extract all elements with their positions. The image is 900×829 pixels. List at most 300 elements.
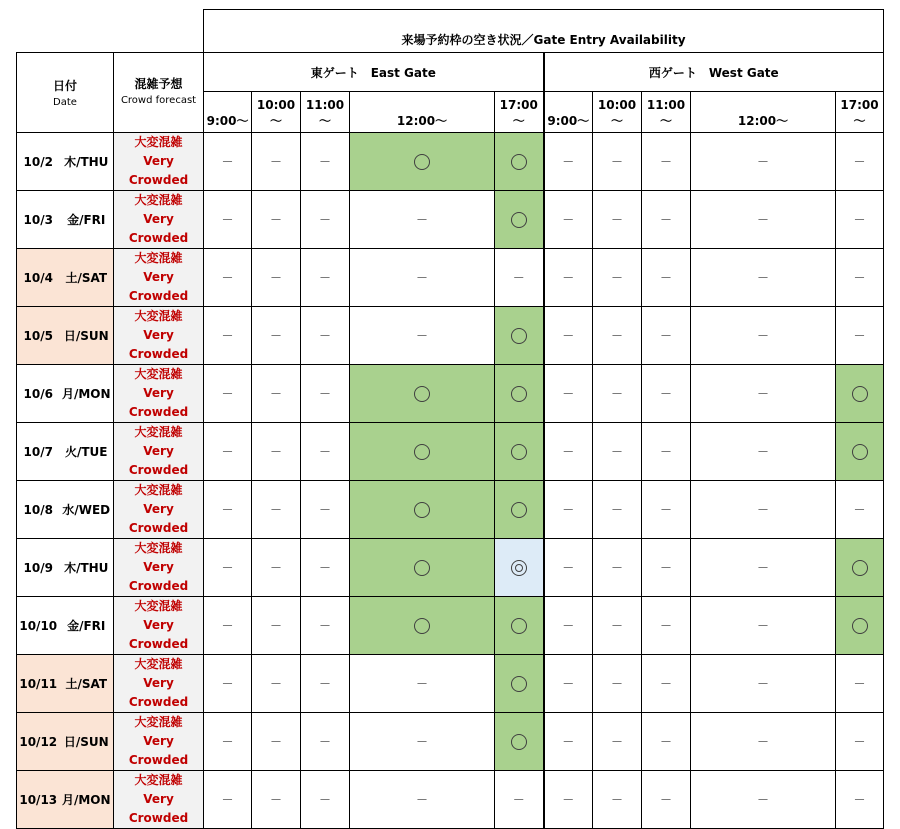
west-slot-cell — [593, 597, 642, 655]
west-slot-cell — [593, 133, 642, 191]
crowd-header-en: Crowd forecast — [120, 95, 197, 106]
east-slot-cell — [495, 481, 544, 539]
east-slot-cell — [350, 655, 495, 713]
unavailable-dash: － — [757, 329, 770, 343]
available-circle-icon — [852, 618, 868, 634]
east-slot-cell — [301, 133, 350, 191]
west-time-0900: 9:00～ — [544, 92, 593, 133]
west-slot-cell — [691, 423, 836, 481]
east-slot-cell — [204, 307, 252, 365]
unavailable-dash: － — [660, 619, 673, 633]
west-slot-cell — [544, 655, 593, 713]
table-row — [17, 539, 884, 597]
double-circle-icon — [511, 560, 527, 576]
west-slot-cell — [691, 481, 836, 539]
east-slot-cell — [350, 249, 495, 307]
date-cell: 10/6 — [17, 365, 60, 423]
available-circle-icon — [511, 734, 527, 750]
available-circle-icon — [511, 154, 527, 170]
east-slot-cell — [495, 539, 544, 597]
crowd-forecast-cell — [114, 539, 204, 597]
table-row — [17, 713, 884, 771]
east-slot-cell — [495, 365, 544, 423]
availability-table — [16, 9, 884, 829]
date-cell: 10/5 — [17, 307, 60, 365]
crowd-forecast-cell — [114, 191, 204, 249]
west-slot-cell — [691, 655, 836, 713]
table-row — [17, 249, 884, 307]
unavailable-dash: － — [757, 561, 770, 575]
available-circle-icon — [511, 444, 527, 460]
unavailable-dash: － — [270, 503, 283, 517]
crowd-label-ja: 大変混雑 — [134, 599, 183, 613]
west-time-1700: 17:00～ — [836, 92, 884, 133]
available-circle-icon — [414, 154, 430, 170]
west-slot-cell — [642, 249, 691, 307]
crowd-label-ja: 大変混雑 — [134, 541, 183, 555]
east-slot-cell — [204, 771, 252, 829]
unavailable-dash: － — [221, 619, 234, 633]
day-cell: 月/MON — [60, 365, 114, 423]
west-slot-cell — [544, 133, 593, 191]
west-slot-cell — [544, 191, 593, 249]
unavailable-dash: － — [660, 271, 673, 285]
table-title: 来場予約枠の空き状況／Gate Entry Availability — [204, 10, 884, 53]
unavailable-dash: － — [562, 213, 575, 227]
east-slot-cell — [495, 423, 544, 481]
crowd-label-en: Very Crowded — [128, 618, 189, 651]
west-slot-cell — [836, 307, 884, 365]
unavailable-dash: － — [221, 213, 234, 227]
unavailable-dash: － — [221, 503, 234, 517]
east-slot-cell — [204, 539, 252, 597]
unavailable-dash: － — [562, 619, 575, 633]
unavailable-dash: － — [562, 677, 575, 691]
east-slot-cell — [350, 133, 495, 191]
day-cell: 金/FRI — [60, 597, 114, 655]
east-slot-cell — [204, 249, 252, 307]
unavailable-dash: － — [853, 503, 866, 517]
unavailable-dash: － — [611, 735, 624, 749]
unavailable-dash: － — [221, 445, 234, 459]
crowd-label-en: Very Crowded — [128, 502, 189, 535]
east-slot-cell — [350, 771, 495, 829]
unavailable-dash: － — [757, 213, 770, 227]
day-cell: 土/SAT — [60, 249, 114, 307]
day-cell: 金/FRI — [60, 191, 114, 249]
unavailable-dash: － — [853, 677, 866, 691]
available-circle-icon — [511, 212, 527, 228]
date-cell: 10/2 — [17, 133, 60, 191]
west-slot-cell — [642, 307, 691, 365]
crowd-label-ja: 大変混雑 — [134, 483, 183, 497]
date-cell: 10/3 — [17, 191, 60, 249]
day-cell: 日/SUN — [60, 307, 114, 365]
crowd-label-en: Very Crowded — [128, 792, 189, 825]
east-slot-cell — [301, 539, 350, 597]
east-slot-cell — [301, 423, 350, 481]
east-slot-cell — [350, 307, 495, 365]
table-row — [17, 597, 884, 655]
west-slot-cell — [836, 481, 884, 539]
unavailable-dash: － — [757, 503, 770, 517]
east-slot-cell — [252, 481, 301, 539]
west-slot-cell — [836, 713, 884, 771]
unavailable-dash: － — [757, 793, 770, 807]
unavailable-dash: － — [416, 329, 429, 343]
east-slot-cell — [350, 539, 495, 597]
west-time-1000: 10:00～ — [593, 92, 642, 133]
west-slot-cell — [836, 655, 884, 713]
unavailable-dash: － — [611, 677, 624, 691]
unavailable-dash: － — [660, 735, 673, 749]
unavailable-dash: － — [512, 271, 525, 285]
west-slot-cell — [593, 423, 642, 481]
west-slot-cell — [642, 539, 691, 597]
east-time-1100: 11:00～ — [301, 92, 350, 133]
unavailable-dash: － — [221, 561, 234, 575]
table-row — [17, 133, 884, 191]
unavailable-dash: － — [319, 619, 332, 633]
table-row — [17, 481, 884, 539]
west-slot-cell — [544, 597, 593, 655]
east-slot-cell — [204, 713, 252, 771]
crowd-label-en: Very Crowded — [128, 444, 189, 477]
crowd-forecast-cell — [114, 307, 204, 365]
unavailable-dash: － — [853, 793, 866, 807]
unavailable-dash: － — [611, 619, 624, 633]
unavailable-dash: － — [757, 387, 770, 401]
east-slot-cell — [204, 423, 252, 481]
east-slot-cell — [204, 597, 252, 655]
available-circle-icon — [511, 676, 527, 692]
unavailable-dash: － — [416, 735, 429, 749]
west-slot-cell — [691, 365, 836, 423]
west-slot-cell — [836, 365, 884, 423]
west-slot-cell — [691, 597, 836, 655]
crowd-label-ja: 大変混雑 — [134, 135, 183, 149]
unavailable-dash: － — [512, 793, 525, 807]
unavailable-dash: － — [611, 213, 624, 227]
east-slot-cell — [301, 655, 350, 713]
east-slot-cell — [252, 713, 301, 771]
east-slot-cell — [495, 713, 544, 771]
west-slot-cell — [593, 307, 642, 365]
unavailable-dash: － — [562, 271, 575, 285]
crowd-forecast-cell — [114, 713, 204, 771]
unavailable-dash: － — [221, 271, 234, 285]
west-slot-cell — [691, 771, 836, 829]
west-slot-cell — [593, 655, 642, 713]
unavailable-dash: － — [270, 445, 283, 459]
crowd-label-ja: 大変混雑 — [134, 367, 183, 381]
crowd-forecast-cell — [114, 481, 204, 539]
west-slot-cell — [836, 191, 884, 249]
available-circle-icon — [511, 618, 527, 634]
available-circle-icon — [852, 444, 868, 460]
unavailable-dash: － — [757, 445, 770, 459]
date-cell: 10/4 — [17, 249, 60, 307]
unavailable-dash: － — [270, 619, 283, 633]
unavailable-dash: － — [270, 793, 283, 807]
unavailable-dash: － — [221, 329, 234, 343]
east-time-1700: 17:00～ — [495, 92, 544, 133]
unavailable-dash: － — [611, 271, 624, 285]
east-slot-cell — [301, 365, 350, 423]
unavailable-dash: － — [416, 213, 429, 227]
west-slot-cell — [642, 713, 691, 771]
unavailable-dash: － — [319, 793, 332, 807]
west-slot-cell — [544, 423, 593, 481]
table-row — [17, 423, 884, 481]
unavailable-dash: － — [270, 155, 283, 169]
crowd-label-en: Very Crowded — [128, 386, 189, 419]
east-slot-cell — [252, 307, 301, 365]
west-slot-cell — [593, 539, 642, 597]
unavailable-dash: － — [319, 735, 332, 749]
west-slot-cell — [836, 771, 884, 829]
east-slot-cell — [350, 481, 495, 539]
west-slot-cell — [642, 597, 691, 655]
unavailable-dash: － — [319, 387, 332, 401]
west-slot-cell — [593, 481, 642, 539]
east-slot-cell — [350, 191, 495, 249]
unavailable-dash: － — [660, 155, 673, 169]
crowd-label-ja: 大変混雑 — [134, 657, 183, 671]
available-circle-icon — [511, 328, 527, 344]
east-slot-cell — [495, 597, 544, 655]
west-slot-cell — [544, 713, 593, 771]
east-slot-cell — [350, 597, 495, 655]
east-slot-cell — [204, 133, 252, 191]
unavailable-dash: － — [221, 793, 234, 807]
unavailable-dash: － — [270, 561, 283, 575]
crowd-label-en: Very Crowded — [128, 212, 189, 245]
unavailable-dash: － — [611, 561, 624, 575]
crowd-forecast-cell — [114, 423, 204, 481]
west-slot-cell — [836, 597, 884, 655]
table-row — [17, 365, 884, 423]
table-row — [17, 771, 884, 829]
date-cell: 10/11 — [17, 655, 60, 713]
day-cell: 木/THU — [60, 539, 114, 597]
date-cell: 10/9 — [17, 539, 60, 597]
day-cell: 月/MON — [60, 771, 114, 829]
crowd-header — [114, 53, 204, 133]
crowd-label-ja: 大変混雑 — [134, 309, 183, 323]
crowd-forecast-cell — [114, 249, 204, 307]
east-slot-cell — [252, 597, 301, 655]
crowd-forecast-cell — [114, 655, 204, 713]
west-time-1200: 12:00～ — [691, 92, 836, 133]
west-slot-cell — [642, 655, 691, 713]
table-row — [17, 191, 884, 249]
west-slot-cell — [593, 713, 642, 771]
west-slot-cell — [691, 713, 836, 771]
unavailable-dash: － — [270, 329, 283, 343]
east-slot-cell — [301, 713, 350, 771]
west-gate-header: 西ゲート West Gate — [544, 53, 884, 92]
date-cell: 10/7 — [17, 423, 60, 481]
west-slot-cell — [642, 423, 691, 481]
crowd-label-en: Very Crowded — [128, 734, 189, 767]
unavailable-dash: － — [319, 155, 332, 169]
east-slot-cell — [204, 365, 252, 423]
west-slot-cell — [642, 771, 691, 829]
crowd-label-ja: 大変混雑 — [134, 715, 183, 729]
day-cell: 木/THU — [60, 133, 114, 191]
east-slot-cell — [252, 771, 301, 829]
east-slot-cell — [301, 597, 350, 655]
crowd-forecast-cell — [114, 771, 204, 829]
unavailable-dash: － — [270, 271, 283, 285]
east-slot-cell — [495, 133, 544, 191]
unavailable-dash: － — [853, 213, 866, 227]
unavailable-dash: － — [221, 677, 234, 691]
east-slot-cell — [301, 249, 350, 307]
unavailable-dash: － — [221, 735, 234, 749]
east-slot-cell — [252, 423, 301, 481]
unavailable-dash: － — [611, 329, 624, 343]
unavailable-dash: － — [319, 503, 332, 517]
crowd-label-en: Very Crowded — [128, 270, 189, 303]
unavailable-dash: － — [562, 735, 575, 749]
west-slot-cell — [593, 191, 642, 249]
west-slot-cell — [593, 365, 642, 423]
unavailable-dash: － — [562, 503, 575, 517]
unavailable-dash: － — [757, 271, 770, 285]
crowd-label-ja: 大変混雑 — [134, 773, 183, 787]
crowd-forecast-cell — [114, 597, 204, 655]
west-slot-cell — [544, 365, 593, 423]
crowd-label-en: Very Crowded — [128, 676, 189, 709]
unavailable-dash: － — [270, 735, 283, 749]
unavailable-dash: － — [757, 619, 770, 633]
east-slot-cell — [495, 249, 544, 307]
east-slot-cell — [495, 191, 544, 249]
date-cell: 10/13 — [17, 771, 60, 829]
unavailable-dash: － — [221, 155, 234, 169]
west-slot-cell — [544, 249, 593, 307]
west-slot-cell — [836, 249, 884, 307]
east-slot-cell — [252, 249, 301, 307]
available-circle-icon — [414, 502, 430, 518]
east-time-1200: 12:00～ — [350, 92, 495, 133]
west-time-1100: 11:00～ — [642, 92, 691, 133]
unavailable-dash: － — [221, 387, 234, 401]
table-row — [17, 655, 884, 713]
day-cell: 火/TUE — [60, 423, 114, 481]
unavailable-dash: － — [562, 329, 575, 343]
east-slot-cell — [204, 191, 252, 249]
west-slot-cell — [691, 249, 836, 307]
crowd-label-ja: 大変混雑 — [134, 425, 183, 439]
available-circle-icon — [414, 444, 430, 460]
day-cell: 水/WED — [60, 481, 114, 539]
unavailable-dash: － — [660, 503, 673, 517]
crowd-label-en: Very Crowded — [128, 154, 189, 187]
unavailable-dash: － — [319, 213, 332, 227]
east-slot-cell — [301, 771, 350, 829]
unavailable-dash: － — [660, 329, 673, 343]
available-circle-icon — [511, 386, 527, 402]
west-slot-cell — [836, 423, 884, 481]
east-slot-cell — [252, 539, 301, 597]
table-row — [17, 307, 884, 365]
east-slot-cell — [495, 655, 544, 713]
crowd-forecast-cell — [114, 133, 204, 191]
available-circle-icon — [511, 502, 527, 518]
crowd-label-en: Very Crowded — [128, 560, 189, 593]
west-slot-cell — [836, 133, 884, 191]
unavailable-dash: － — [319, 329, 332, 343]
available-circle-icon — [852, 386, 868, 402]
east-slot-cell — [252, 133, 301, 191]
date-header — [17, 53, 114, 133]
unavailable-dash: － — [319, 561, 332, 575]
unavailable-dash: － — [853, 329, 866, 343]
west-slot-cell — [691, 191, 836, 249]
unavailable-dash: － — [319, 271, 332, 285]
unavailable-dash: － — [853, 735, 866, 749]
east-slot-cell — [495, 771, 544, 829]
east-slot-cell — [350, 365, 495, 423]
east-slot-cell — [252, 655, 301, 713]
day-cell: 日/SUN — [60, 713, 114, 771]
available-circle-icon — [414, 618, 430, 634]
west-slot-cell — [691, 539, 836, 597]
date-cell: 10/12 — [17, 713, 60, 771]
west-slot-cell — [593, 249, 642, 307]
day-cell: 土/SAT — [60, 655, 114, 713]
west-slot-cell — [544, 307, 593, 365]
unavailable-dash: － — [611, 503, 624, 517]
unavailable-dash: － — [611, 793, 624, 807]
unavailable-dash: － — [611, 387, 624, 401]
crowd-header-ja: 混雑予想 — [134, 77, 183, 91]
east-slot-cell — [204, 655, 252, 713]
unavailable-dash: － — [660, 677, 673, 691]
unavailable-dash: － — [416, 677, 429, 691]
west-slot-cell — [642, 481, 691, 539]
west-slot-cell — [691, 307, 836, 365]
west-slot-cell — [642, 133, 691, 191]
unavailable-dash: － — [757, 155, 770, 169]
unavailable-dash: － — [611, 445, 624, 459]
west-slot-cell — [642, 365, 691, 423]
west-slot-cell — [593, 771, 642, 829]
east-slot-cell — [204, 481, 252, 539]
unavailable-dash: － — [562, 793, 575, 807]
east-slot-cell — [350, 423, 495, 481]
west-slot-cell — [642, 191, 691, 249]
date-cell: 10/10 — [17, 597, 60, 655]
unavailable-dash: － — [562, 387, 575, 401]
west-slot-cell — [544, 539, 593, 597]
east-slot-cell — [495, 307, 544, 365]
east-slot-cell — [350, 713, 495, 771]
east-gate-header: 東ゲート East Gate — [204, 53, 544, 92]
west-slot-cell — [544, 771, 593, 829]
unavailable-dash: － — [660, 213, 673, 227]
unavailable-dash: － — [270, 387, 283, 401]
unavailable-dash: － — [562, 155, 575, 169]
east-slot-cell — [301, 191, 350, 249]
unavailable-dash: － — [611, 155, 624, 169]
east-time-1000: 10:00～ — [252, 92, 301, 133]
unavailable-dash: － — [853, 155, 866, 169]
date-header-ja: 日付 — [52, 79, 77, 93]
